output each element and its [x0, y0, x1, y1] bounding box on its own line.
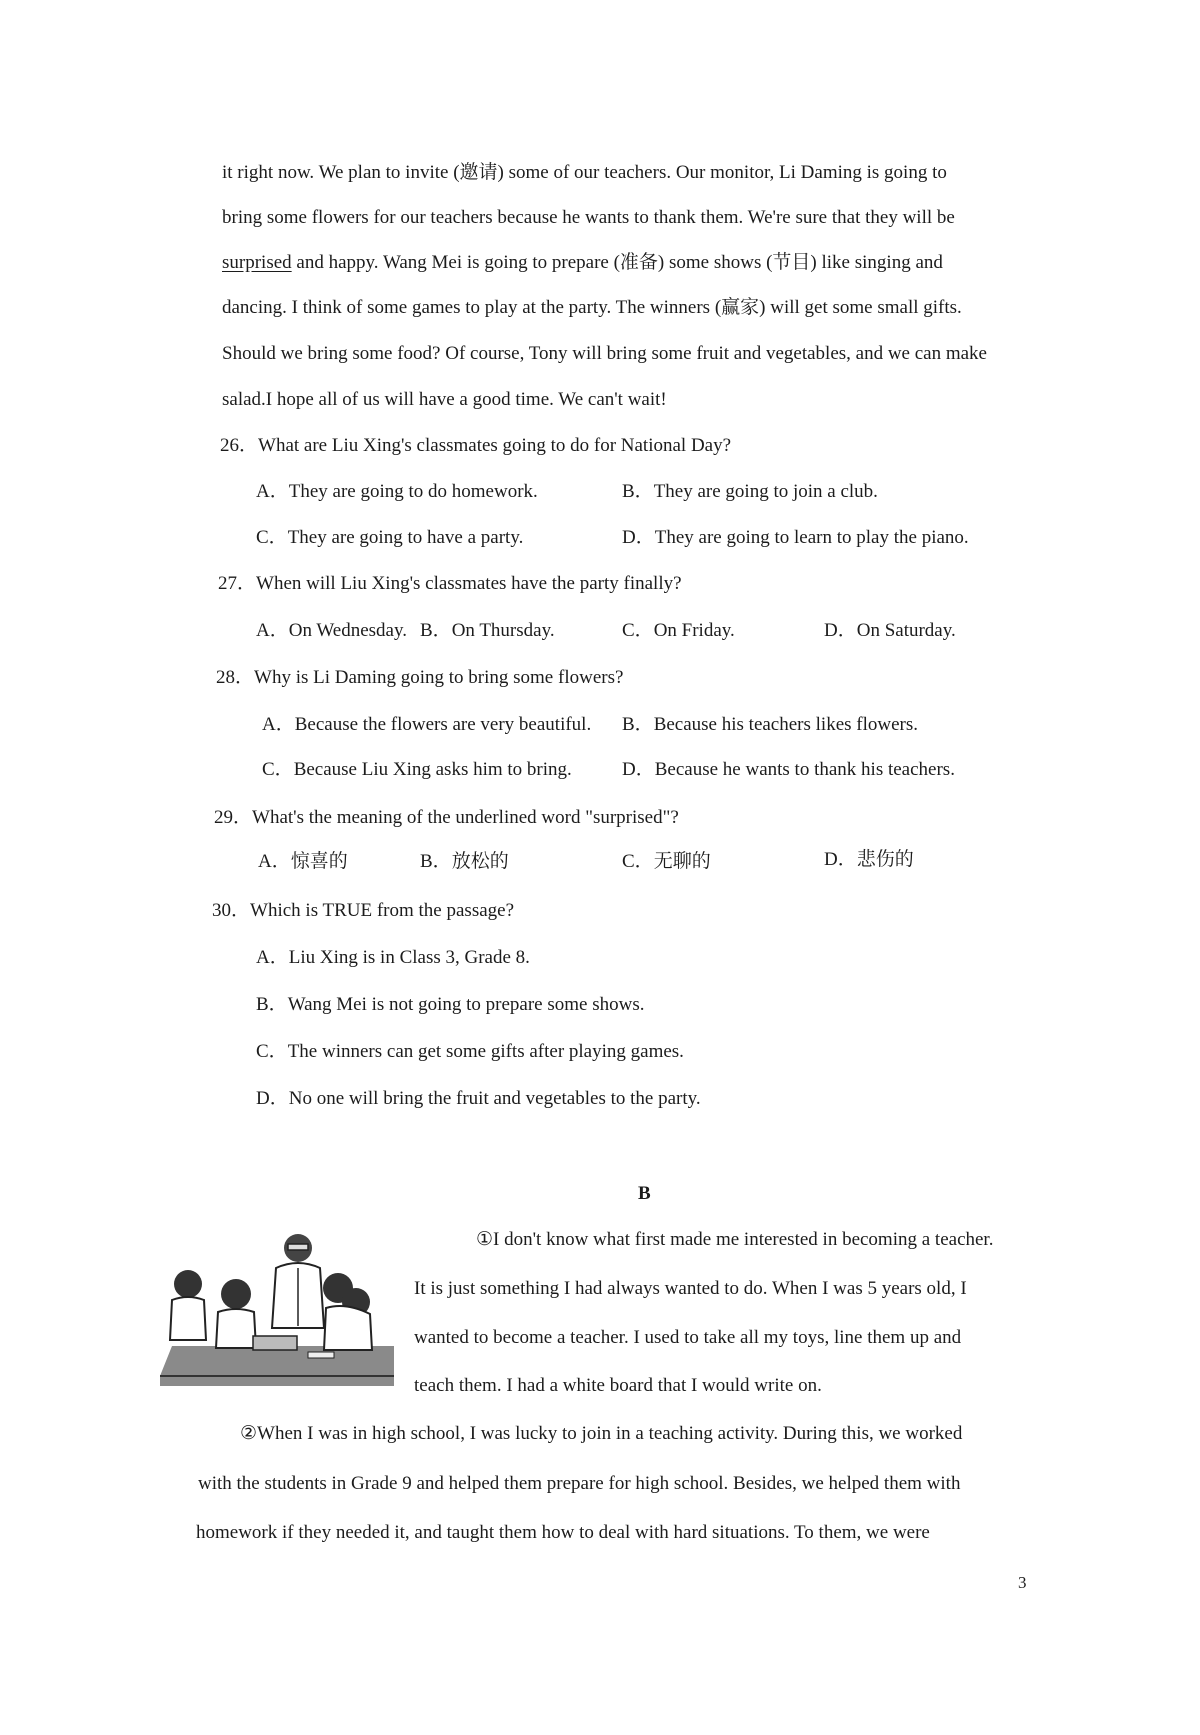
question-27: [218, 574, 682, 593]
question-text: What are Liu Xing's classmates going to do for National Day?: [258, 435, 732, 456]
passage-b-line: wanted to become a teacher. I used to take all my toys, line them up and: [414, 1327, 962, 1348]
option-c: C．无聊的: [622, 851, 711, 872]
passage-b-line: ②When I was in high school, I was lucky to join in a teaching activity. During this, we worked: [240, 1423, 963, 1444]
option-c: C．Because Liu Xing asks him to bring.: [262, 759, 572, 780]
passage-line: dancing. I think of some games to play at the party. The winners (赢家) will get some small gifts.: [222, 297, 962, 318]
question-number: 26．: [220, 435, 259, 456]
question-text: Which is TRUE from the passage?: [250, 900, 515, 921]
option-d: D．No one will bring the fruit and vegetables to the party.: [256, 1088, 701, 1109]
passage-b-line: ①I don't know what first made me interested in becoming a teacher.: [476, 1229, 994, 1250]
option-d: D．On Saturday.: [824, 620, 956, 641]
option-d: D．Because he wants to thank his teachers.: [622, 759, 955, 780]
question-text: When will Liu Xing's classmates have the party finally?: [256, 573, 682, 594]
option-c: C．On Friday.: [622, 620, 735, 641]
option-b: B．On Thursday.: [420, 620, 555, 641]
section-label: B: [638, 1183, 651, 1204]
passage-line: Should we bring some food? Of course, Tony will bring some fruit and vegetables, and we can make: [222, 343, 987, 364]
passage-line: [222, 253, 943, 272]
passage-b-line: with the students in Grade 9 and helped them prepare for high school. Besides, we helped them with: [198, 1473, 961, 1494]
passage-line: salad.I hope all of us will have a good time. We can't wait!: [222, 389, 667, 410]
passage-line: it right now. We plan to invite (邀请) some of our teachers. Our monitor, Li Daming is going to: [222, 162, 947, 183]
option-b: B．放松的: [420, 851, 509, 872]
passage-line: bring some flowers for our teachers because he wants to thank them. We're sure that they will be: [222, 207, 955, 228]
option-a: A．On Wednesday.: [256, 620, 407, 641]
option-c: C．The winners can get some gifts after playing games.: [256, 1041, 684, 1062]
passage-line-rest: and happy. Wang Mei is going to prepare (准备) some shows (节目) like singing and: [296, 252, 943, 273]
option-d: D．悲伤的: [824, 849, 914, 870]
option-a: A．They are going to do homework.: [256, 481, 538, 502]
option-c: C．They are going to have a party.: [256, 527, 524, 548]
question-number: 27．: [218, 573, 257, 594]
option-a: A．Liu Xing is in Class 3, Grade 8.: [256, 947, 530, 968]
option-b: B．Because his teachers likes flowers.: [622, 714, 919, 735]
question-30: [212, 901, 514, 920]
passage-b-line: It is just something I had always wanted to do. When I was 5 years old, I: [414, 1278, 967, 1299]
question-number: 28．: [216, 667, 255, 688]
question-text: What's the meaning of the underlined word "surprised"?: [252, 807, 679, 828]
classroom-illustration: [158, 1228, 398, 1386]
option-b: B．They are going to join a club.: [622, 481, 878, 502]
passage-b-line: homework if they needed it, and taught them how to deal with hard situations. To them, we were: [196, 1522, 930, 1543]
option-b: B．Wang Mei is not going to prepare some shows.: [256, 994, 645, 1015]
option-a: A．Because the flowers are very beautiful.: [262, 714, 592, 735]
question-text: Why is Li Daming going to bring some flowers?: [254, 667, 624, 688]
question-number: 29．: [214, 807, 253, 828]
option-a: A．惊喜的: [258, 851, 348, 872]
passage-b-line: teach them. I had a white board that I would write on.: [414, 1375, 822, 1396]
question-29: [214, 808, 679, 827]
page-number: 3: [1018, 1573, 1027, 1592]
question-26: [220, 436, 731, 455]
option-d: D．They are going to learn to play the piano.: [622, 527, 969, 548]
question-number: 30．: [212, 900, 251, 921]
question-28: [216, 668, 623, 687]
underlined-word: surprised: [222, 252, 292, 273]
